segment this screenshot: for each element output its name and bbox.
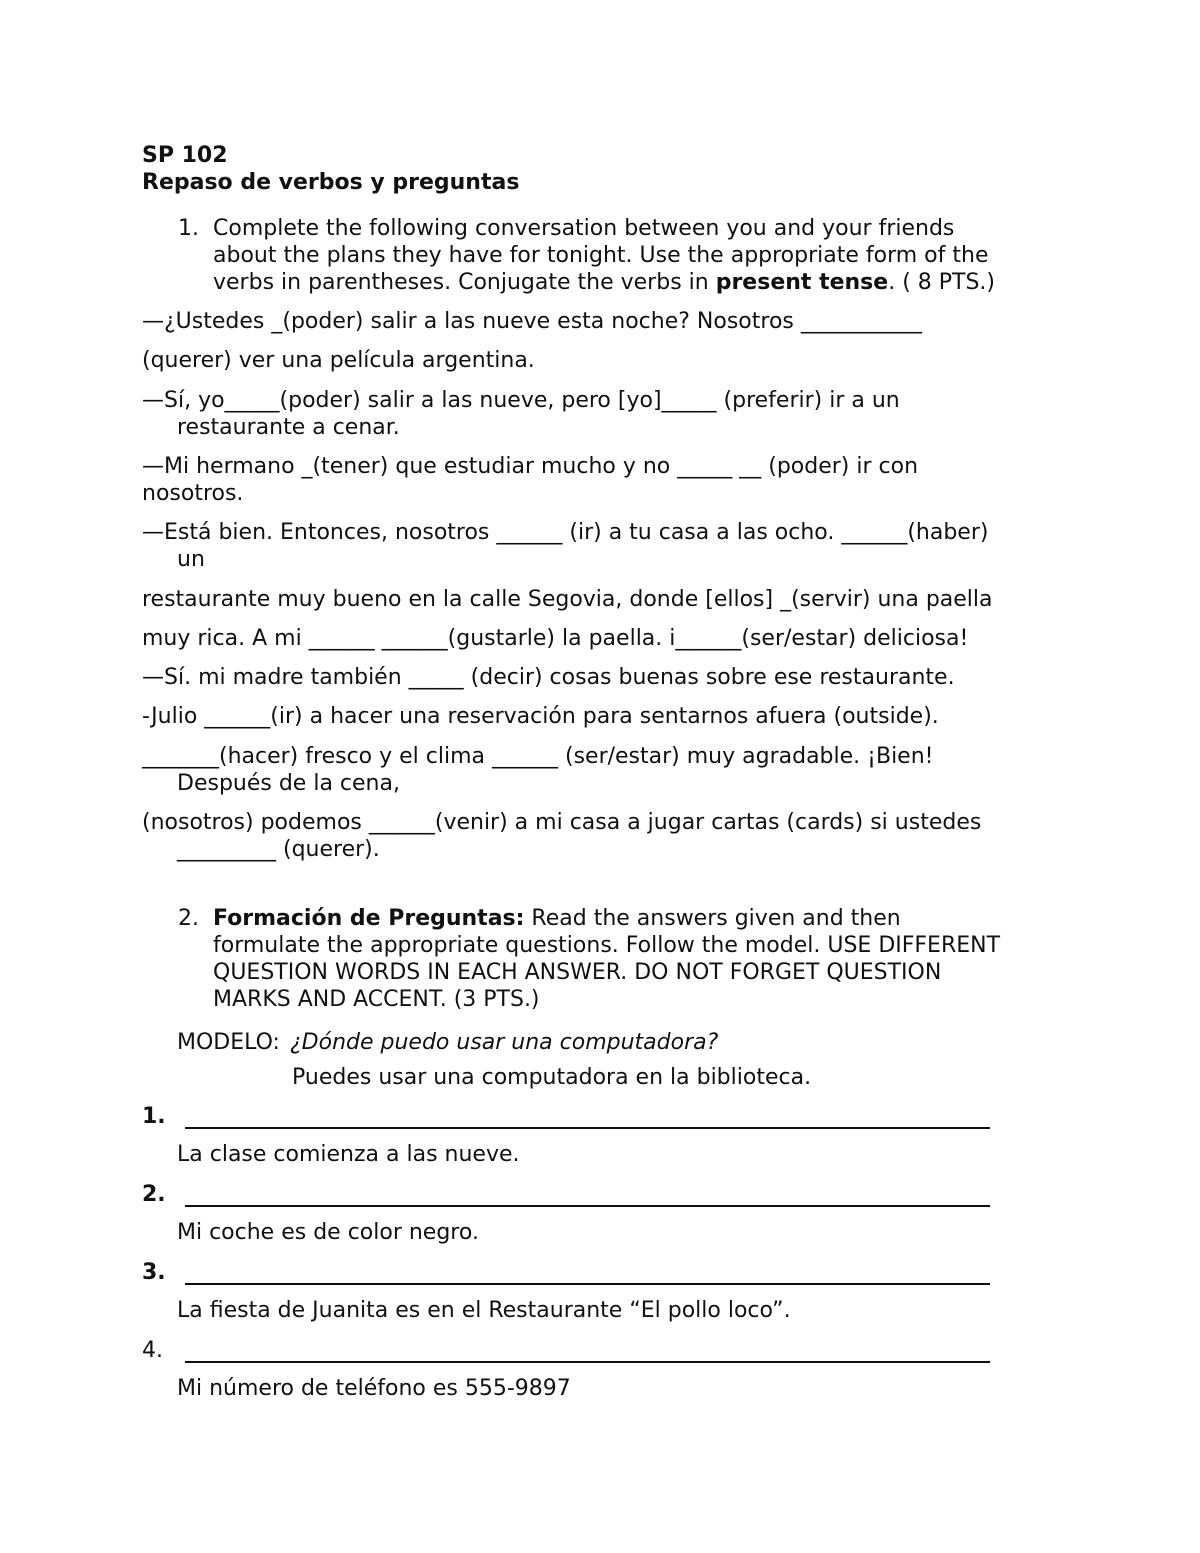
dialogue-line: _________ (querer).	[177, 837, 380, 862]
dialogue-line: _______(hacer) fresco y el clima ______ (ser/estar) muy agradable. ¡Bien!	[142, 744, 934, 769]
instructions-points: . ( 8 PTS.)	[888, 270, 996, 295]
section1-number: 1.	[178, 216, 199, 241]
dialogue-line: —Sí. mi madre también _____ (decir) cosas buenas sobre ese restaurante.	[142, 665, 955, 690]
answer-blank-line[interactable]	[185, 1205, 990, 1207]
model-question: ¿Dónde puedo usar una computadora?	[290, 1030, 719, 1055]
dialogue-line: Después de la cena,	[177, 771, 400, 796]
section1-instructions-line3	[213, 269, 995, 296]
section1-instructions-line1: Complete the following conversation between you and your friends	[213, 216, 955, 241]
item-number: 2.	[142, 1182, 166, 1207]
section2-instructions-line4: MARKS AND ACCENT. (3 PTS.)	[213, 987, 540, 1012]
answer-blank-line[interactable]	[185, 1361, 990, 1363]
section2-instructions-line3: QUESTION WORDS IN EACH ANSWER. DO NOT FORGET QUESTION	[213, 960, 942, 985]
model-label: MODELO:	[177, 1030, 280, 1055]
dialogue-line: —Mi hermano _(tener) que estudiar mucho y no _____ __ (poder) ir con	[142, 454, 919, 479]
dialogue-line: (nosotros) podemos ______(venir) a mi casa a jugar cartas (cards) si ustedes	[142, 810, 982, 835]
course-code: SP 102	[142, 143, 228, 168]
section2-instructions-line1	[213, 905, 901, 932]
page-title: Repaso de verbos y preguntas	[142, 170, 520, 195]
section2-instructions-line2: formulate the appropriate questions. Follow the model. USE DIFFERENT	[213, 933, 1001, 958]
item-number: 3.	[142, 1260, 166, 1285]
dialogue-line: nosotros.	[142, 481, 244, 506]
dialogue-line: —Está bien. Entonces, nosotros ______ (ir) a tu casa a las ocho. ______(haber)	[142, 520, 989, 545]
dialogue-line: restaurante muy bueno en la calle Segovia, donde [ellos] _(servir) una paella	[142, 587, 993, 612]
model-answer: Puedes usar una computadora en la biblioteca.	[292, 1065, 812, 1090]
answer-blank-line[interactable]	[185, 1127, 990, 1129]
dialogue-line: (querer) ver una película argentina.	[142, 348, 535, 373]
answer-blank-line[interactable]	[185, 1283, 990, 1285]
instructions-text: verbs in parentheses. Conjugate the verbs in	[213, 270, 716, 295]
item-answer: La clase comienza a las nueve.	[177, 1142, 520, 1167]
dialogue-line: un	[177, 547, 205, 572]
section2-number: 2.	[178, 906, 199, 931]
item-number: 4.	[142, 1338, 163, 1363]
instructions-bold: present tense	[715, 270, 889, 295]
item-number: 1.	[142, 1104, 166, 1129]
section1-instructions-line2: about the plans they have for tonight. Use the appropriate form of the	[213, 243, 989, 268]
dialogue-line: muy rica. A mi ______ ______(gustarle) la paella. i______(ser/estar) deliciosa!	[142, 626, 969, 651]
dialogue-line: restaurante a cenar.	[177, 415, 400, 440]
section2-heading: Formación de Preguntas:	[213, 906, 525, 931]
instructions-text: Read the answers given and then	[524, 906, 901, 931]
item-answer: Mi número de teléfono es 555-9897	[177, 1376, 571, 1401]
item-answer: La fiesta de Juanita es en el Restaurante “El pollo loco”.	[177, 1298, 791, 1323]
dialogue-line: —¿Ustedes _(poder) salir a las nueve esta noche? Nosotros ___________	[142, 309, 922, 334]
dialogue-line: -Julio ______(ir) a hacer una reservación para sentarnos afuera (outside).	[142, 704, 939, 729]
dialogue-line: —Sí, yo_____(poder) salir a las nueve, pero [yo]_____ (preferir) ir a un	[142, 388, 900, 413]
item-answer: Mi coche es de color negro.	[177, 1220, 479, 1245]
